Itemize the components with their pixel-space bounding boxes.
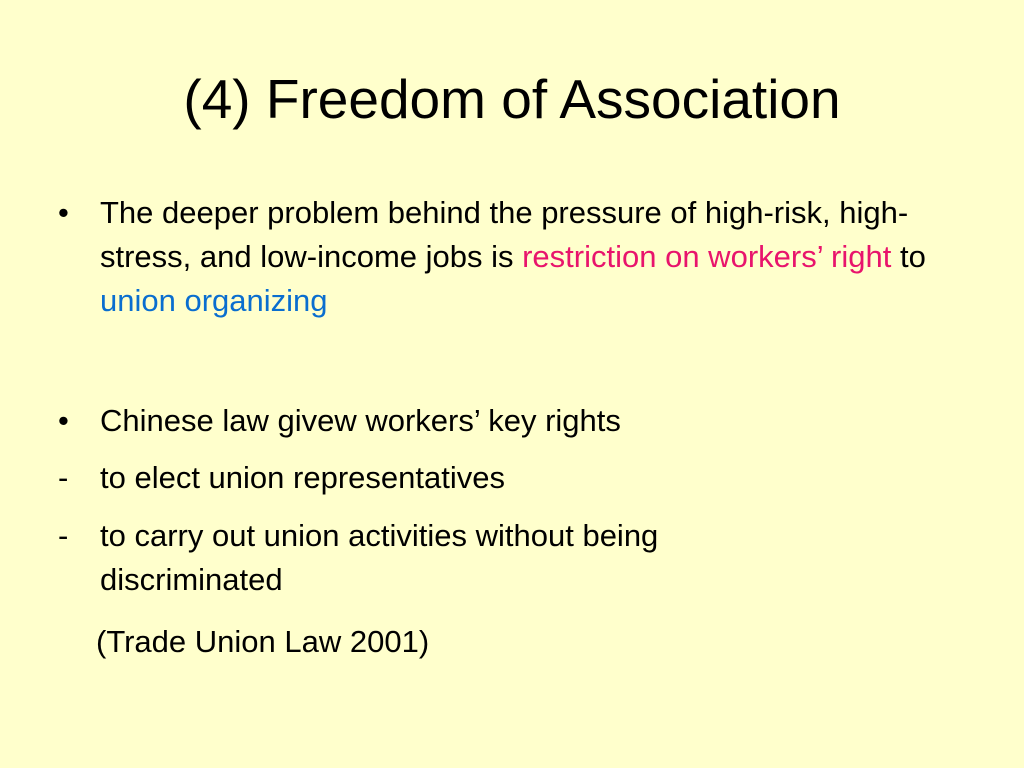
dash-text: to elect union representatives bbox=[100, 460, 505, 495]
source-citation: (Trade Union Law 2001) bbox=[96, 624, 430, 659]
dash-marker: - bbox=[58, 460, 69, 495]
highlight-union-organizing: union organizing bbox=[100, 283, 328, 318]
bullet-marker: • bbox=[58, 403, 69, 438]
dash-item-2 bbox=[58, 514, 838, 602]
slide-title: (4) Freedom of Association bbox=[183, 68, 841, 130]
bullet-item-2 bbox=[58, 399, 958, 443]
bullet-text bbox=[100, 191, 958, 323]
dash-marker: - bbox=[58, 518, 69, 553]
dash-text: to carry out union activities without being discriminated bbox=[100, 518, 659, 597]
dash-item-1 bbox=[58, 456, 958, 500]
bullet-text-connector: to bbox=[891, 239, 926, 274]
bullet-text-plain: The deeper problem behind the pressure of high-risk, high-stress, and low-income jobs is bbox=[100, 195, 909, 274]
bullet-marker: • bbox=[58, 195, 69, 230]
highlight-restriction: restriction on workers’ right bbox=[522, 239, 892, 274]
bullet-text: Chinese law givew workers’ key rights bbox=[100, 403, 621, 438]
bullet-item-1 bbox=[58, 191, 958, 323]
